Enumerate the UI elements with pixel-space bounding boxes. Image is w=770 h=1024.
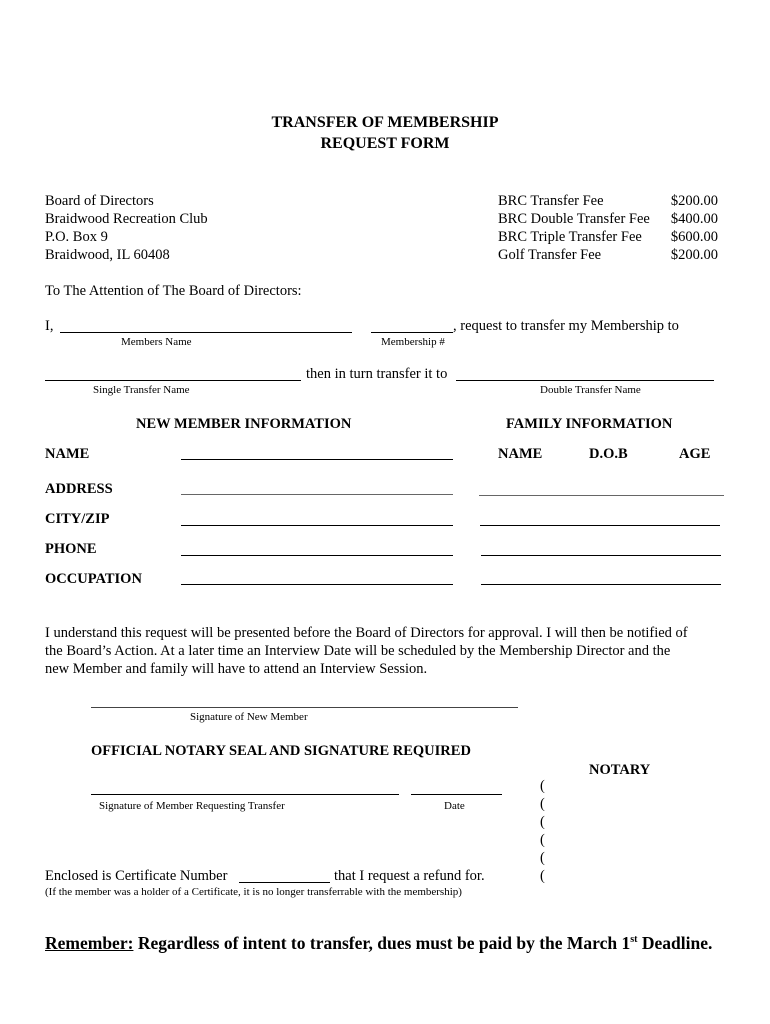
phone-input-line[interactable]: [181, 555, 453, 556]
cityzip-input-line[interactable]: [181, 525, 453, 526]
understand-text-line-2: the Board’s Action. At a later time an Interview Date will be scheduled by the Membership Director and the: [45, 643, 671, 659]
field-label-address: ADDRESS: [45, 481, 113, 497]
single-transfer-name-field[interactable]: [45, 380, 301, 381]
understand-text-line-1: I understand this request will be presented before the Board of Directors for approval. I will then be notified of: [45, 625, 688, 641]
notary-seal-mark: (: [540, 868, 545, 884]
fee-label: BRC Triple Transfer Fee: [498, 229, 642, 245]
single-transfer-label: Single Transfer Name: [93, 384, 190, 396]
request-suffix: , request to transfer my Membership to: [453, 318, 679, 334]
fee-label: Golf Transfer Fee: [498, 247, 602, 263]
remember-end: Deadline.: [637, 933, 713, 953]
fee-amount: $200.00: [670, 193, 718, 209]
occupation-input-line[interactable]: [181, 584, 453, 585]
family-row-line[interactable]: [480, 525, 720, 526]
understand-text-line-3: new Member and family will have to attend an Interview Session.: [45, 661, 428, 677]
double-transfer-name-field[interactable]: [456, 380, 714, 381]
family-age-header: AGE: [679, 446, 711, 462]
fee-label: BRC Transfer Fee: [498, 193, 604, 209]
family-name-header: NAME: [498, 446, 543, 462]
address-line-2: Braidwood Recreation Club: [45, 211, 208, 227]
family-row-line[interactable]: [479, 495, 724, 496]
remember-label: Remember:: [45, 933, 134, 953]
address-input-line[interactable]: [181, 494, 453, 495]
remember-sup: st: [630, 934, 638, 945]
attention-line: To The Attention of The Board of Directors:: [45, 283, 302, 299]
date-line[interactable]: [411, 794, 502, 795]
requesting-signature-label: Signature of Member Requesting Transfer: [99, 800, 285, 812]
membership-number-label: Membership #: [381, 336, 445, 348]
notary-seal-mark: (: [540, 796, 545, 812]
certificate-prefix: Enclosed is Certificate Number: [45, 868, 228, 884]
fee-row: [498, 211, 718, 228]
fee-row: [498, 229, 718, 246]
notary-seal-mark: (: [540, 814, 545, 830]
certificate-number-field[interactable]: [239, 882, 330, 883]
address-line-3: P.O. Box 9: [45, 229, 108, 245]
fee-label: BRC Double Transfer Fee: [498, 211, 650, 227]
requesting-member-signature-line[interactable]: [91, 794, 399, 795]
family-heading: FAMILY INFORMATION: [506, 416, 673, 432]
form-title-line2: REQUEST FORM: [320, 135, 450, 152]
transfer-middle-text: then in turn transfer it to: [306, 366, 448, 382]
notary-required-heading: OFFICIAL NOTARY SEAL AND SIGNATURE REQUIRED: [91, 743, 471, 759]
fee-row: [498, 193, 718, 210]
field-label-cityzip: CITY/ZIP: [45, 511, 110, 527]
members-name-field[interactable]: [60, 332, 352, 333]
address-line-4: Braidwood, IL 60408: [45, 247, 170, 263]
membership-number-field[interactable]: [371, 332, 453, 333]
notary-heading: NOTARY: [589, 762, 651, 778]
certificate-note: (If the member was a holder of a Certificate, it is no longer transferrable with the membership): [45, 886, 462, 898]
date-label: Date: [444, 800, 465, 812]
fee-amount: $200.00: [670, 247, 718, 263]
family-dob-header: D.O.B: [589, 446, 628, 462]
fee-amount: $600.00: [670, 229, 718, 245]
new-member-signature-line[interactable]: [91, 707, 518, 708]
new-member-signature-label: Signature of New Member: [190, 711, 308, 723]
notary-seal-mark: (: [540, 778, 545, 794]
new-member-heading: NEW MEMBER INFORMATION: [136, 416, 352, 432]
double-transfer-label: Double Transfer Name: [540, 384, 641, 396]
family-row-line[interactable]: [481, 555, 721, 556]
certificate-suffix: that I request a refund for.: [334, 868, 485, 884]
fee-amount: $400.00: [670, 211, 718, 227]
fee-row: [498, 247, 718, 264]
request-prefix: I,: [45, 318, 54, 334]
remember-text: Regardless of intent to transfer, dues must be paid by the March 1: [133, 933, 631, 953]
remember-notice: [45, 933, 712, 954]
notary-seal-mark: (: [540, 850, 545, 866]
name-input-line[interactable]: [181, 459, 453, 460]
field-label-occupation: OCCUPATION: [45, 571, 142, 587]
notary-seal-mark: (: [540, 832, 545, 848]
address-line-1: Board of Directors: [45, 193, 154, 209]
form-title-line1: TRANSFER OF MEMBERSHIP: [271, 114, 499, 131]
family-row-line[interactable]: [481, 584, 721, 585]
field-label-name: NAME: [45, 446, 90, 462]
members-name-label: Members Name: [121, 336, 192, 348]
field-label-phone: PHONE: [45, 541, 97, 557]
